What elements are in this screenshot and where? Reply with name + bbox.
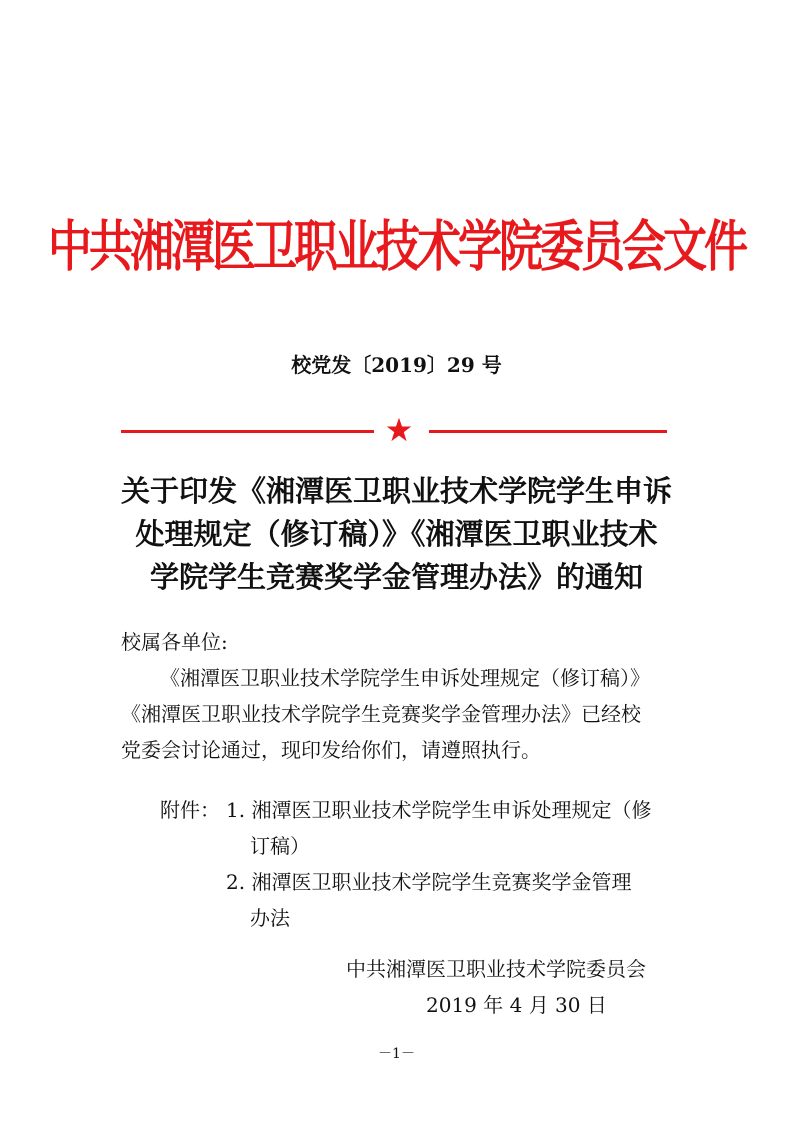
page-number: －1－: [378, 1046, 415, 1062]
signature-issuer: 中共湘潭医卫职业技术学院委员会: [346, 957, 646, 981]
salutation: 校属各单位:: [121, 630, 228, 654]
signature-date: 2019 年 4 月 30 日: [426, 993, 607, 1017]
attachment-item-continued: 订稿）: [250, 834, 310, 858]
attachment-item: 1. 湘潭医卫职业技术学院学生申诉处理规定（修: [226, 798, 652, 822]
document-number: 校党发〔2019〕29 号: [291, 353, 502, 377]
attachment-item: 2. 湘潭医卫职业技术学院学生竞赛奖学金管理: [226, 870, 632, 894]
attachments-label: 附件：: [160, 798, 220, 822]
notice-title-line: 关于印发《湘潭医卫职业技术学院学生申诉: [120, 474, 672, 508]
body-paragraph-line: 《湘潭医卫职业技术学院学生竞赛奖学金管理办法》已经校: [121, 702, 641, 726]
notice-title: [110, 470, 683, 599]
red-divider-right: [429, 430, 667, 433]
notice-title-line: 处理规定（修订稿）》《湘潭医卫职业技术: [135, 517, 658, 551]
notice-title-line: 学院学生竞赛奖学金管理办法》的通知: [149, 560, 643, 594]
body-paragraph-line: 《湘潭医卫职业技术学院学生申诉处理规定（修订稿）》: [160, 666, 650, 690]
star-icon: [385, 416, 413, 444]
body-paragraph-line: 党委会讨论通过，现印发给你们，请遵照执行。: [121, 738, 541, 762]
issuer-title: 中共湘潭医卫职业技术学院委员会文件: [48, 215, 745, 280]
attachment-item-continued: 办法: [250, 906, 290, 930]
red-divider-left: [121, 430, 374, 433]
